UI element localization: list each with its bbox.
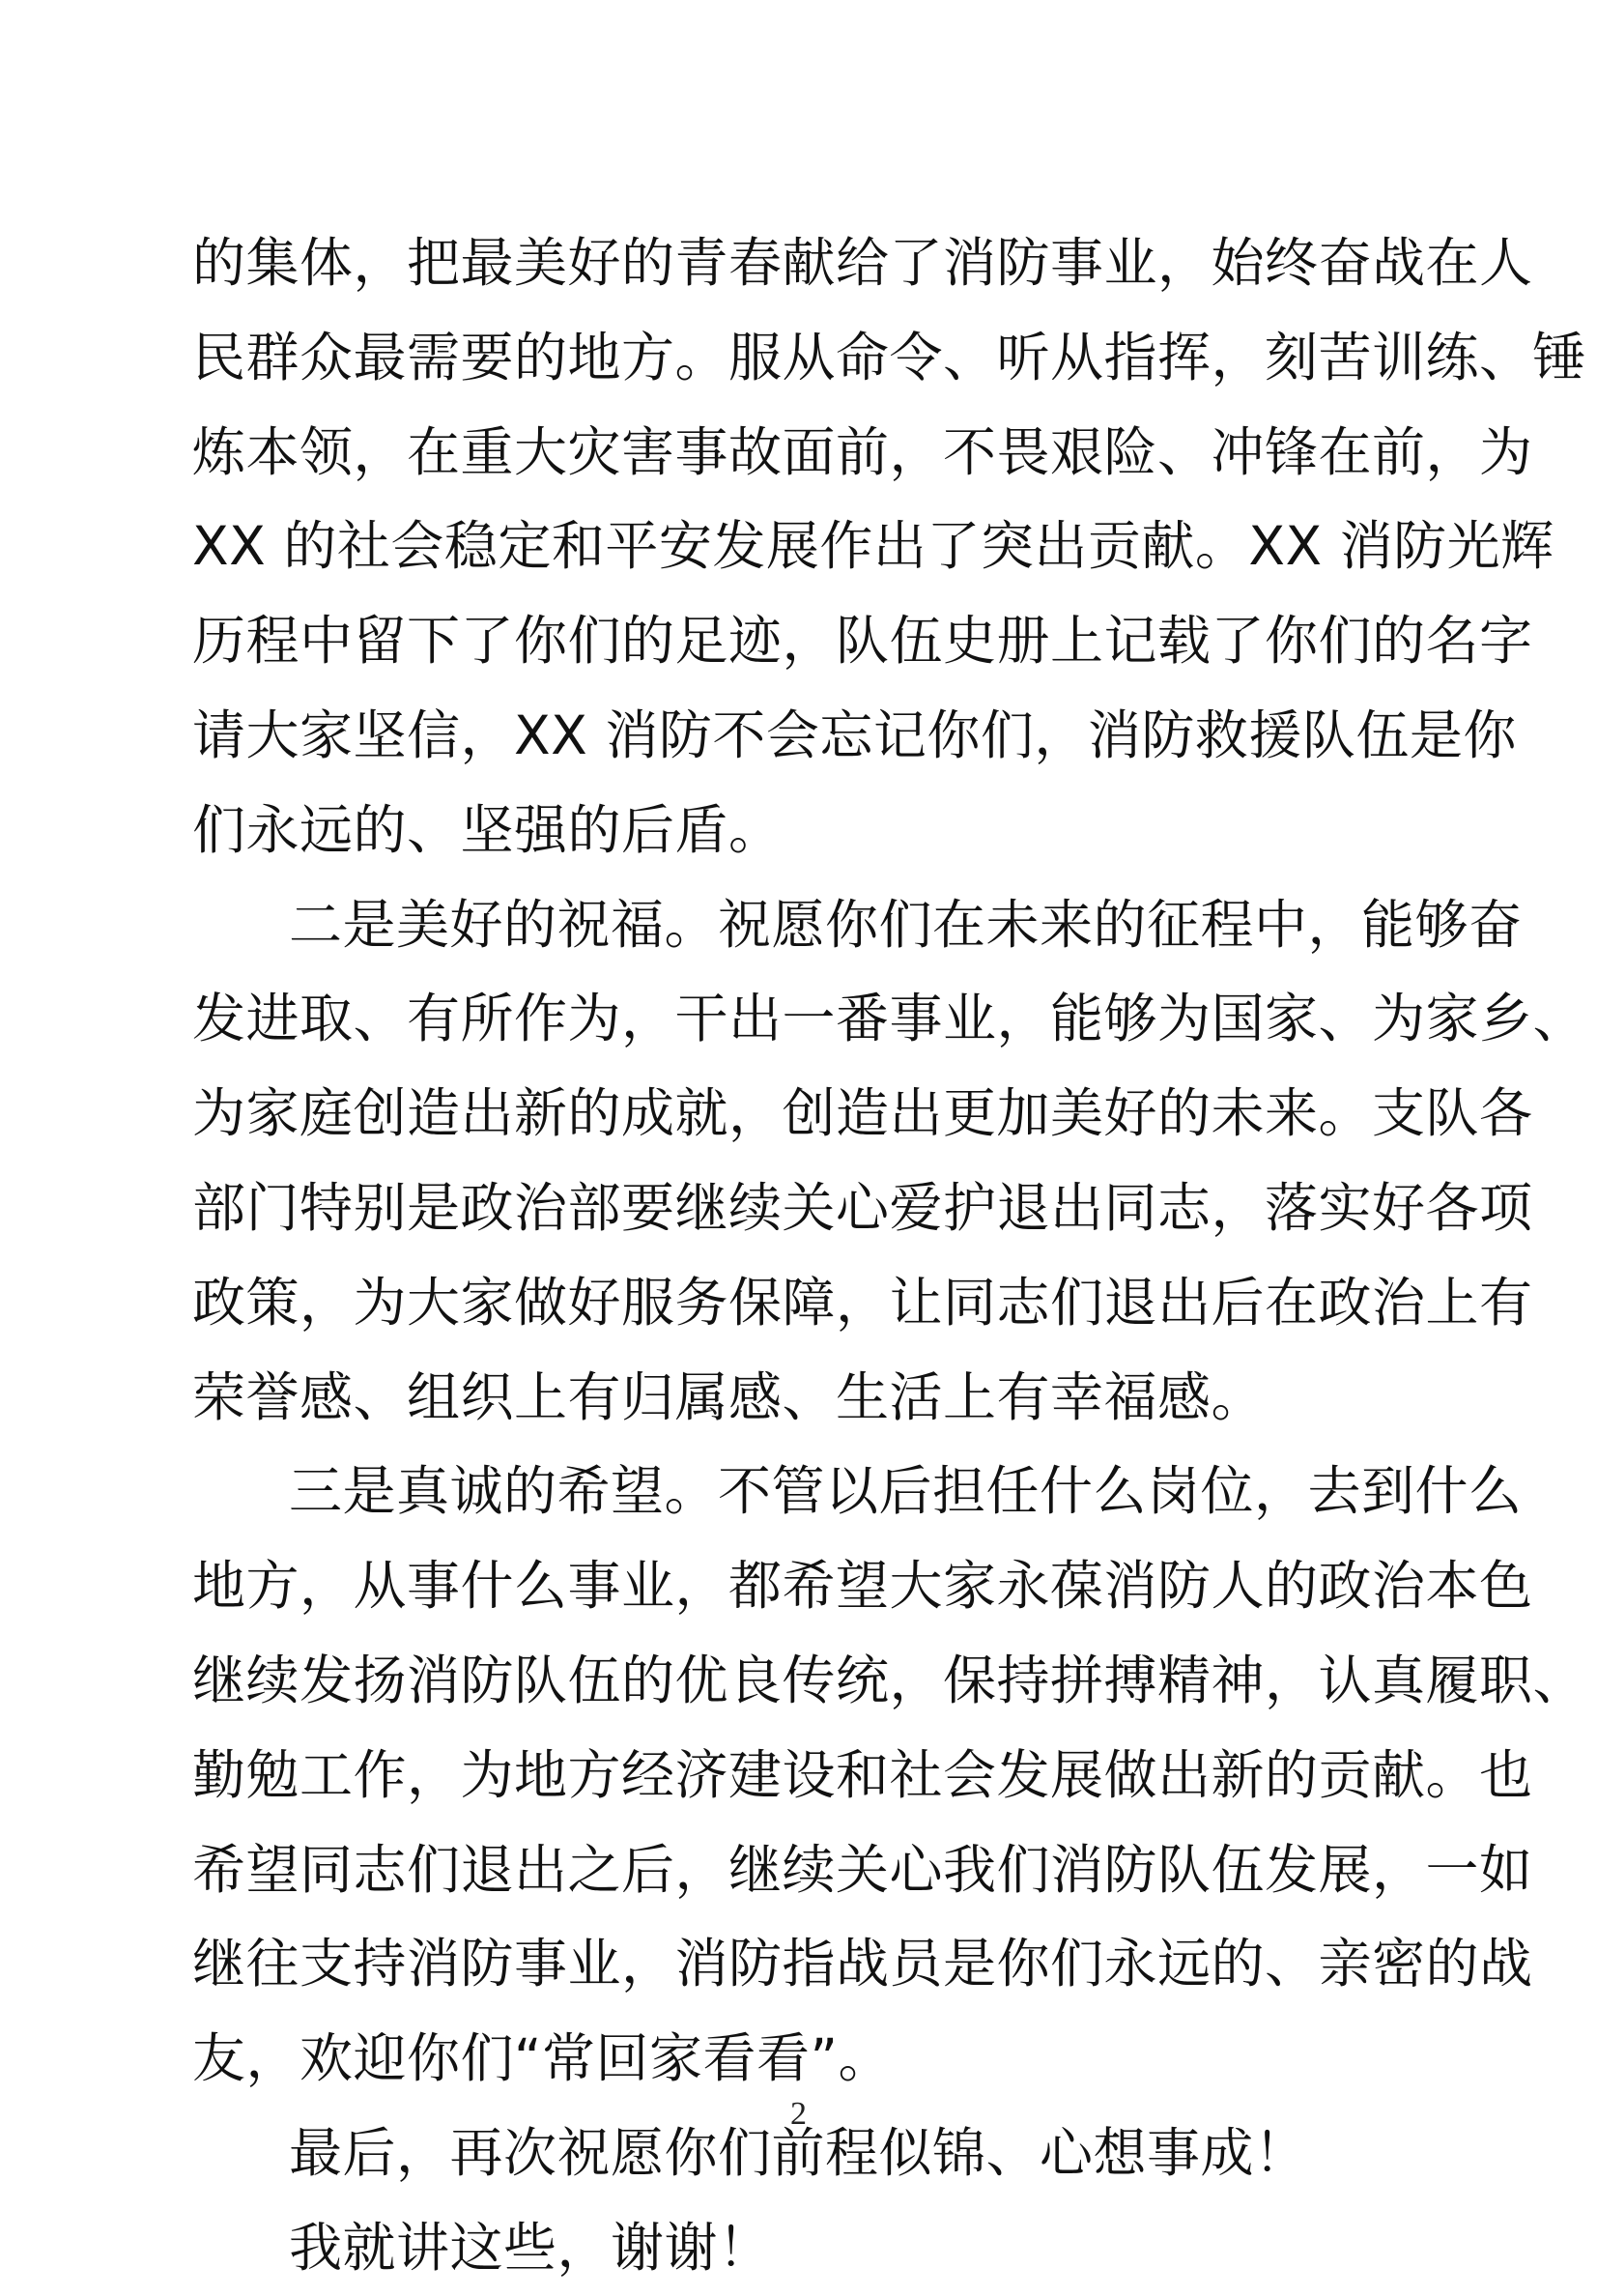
- text-line-20: 友，欢迎你们“常回家看看”。: [192, 2027, 892, 2090]
- text-line-3: 炼本领，在重大灾害事故面前，不畏艰险、冲锋在前，为: [192, 420, 1533, 483]
- text-line-21: 最后，再次祝愿你们前程似锦、心想事成！: [289, 2121, 1308, 2184]
- text-line-15: 地方，从事什么事业，都希望大家永葆消防人的政治本色: [192, 1555, 1533, 1618]
- page-number: 2: [790, 2096, 807, 2132]
- text-line-5: 历程中留下了你们的足迹，队伍史册上记载了你们的名字: [192, 610, 1533, 673]
- text-line-11: 部门特别是政治部要继续关心爱护退出同志，落实好各项: [192, 1176, 1533, 1239]
- text-line-14: 三是真诚的希望。不管以后担任什么岗位，去到什么: [289, 1460, 1523, 1523]
- text-line-7: 们永远的、坚强的后盾。: [192, 798, 783, 861]
- text-line-16: 继续发扬消防队伍的优良传统，保持拼搏精神，认真履职、: [192, 1649, 1587, 1711]
- text-line-18: 希望同志们退出之后，继续关心我们消防队伍发展，一如: [192, 1838, 1533, 1901]
- text-line-2: 民群众最需要的地方。服从命令、听从指挥，刻苦训练、锤: [192, 326, 1587, 388]
- text-line-4: XX 的社会稳定和平安发展作出了突出贡献。XX 消防光辉: [192, 515, 1554, 578]
- body-text: [192, 216, 1587, 2296]
- text-line-6: 请大家坚信，XX 消防不会忘记你们，消防救援队伍是你: [192, 703, 1517, 766]
- text-line-10: 为家庭创造出新的成就，创造出更加美好的未来。支队各: [192, 1082, 1533, 1145]
- text-line-13: 荣誉感、组织上有归属感、生活上有幸福感。: [192, 1365, 1266, 1428]
- text-line-8: 二是美好的祝福。祝愿你们在未来的征程中，能够奋: [289, 893, 1523, 956]
- text-line-9: 发进取、有所作为，干出一番事业，能够为国家、为家乡、: [192, 988, 1587, 1050]
- text-line-1: 的集体，把最美好的青春献给了消防事业，始终奋战在人: [192, 232, 1533, 294]
- text-line-22: 我就讲这些，谢谢！: [289, 2216, 772, 2279]
- text-line-19: 继往支持消防事业，消防指战员是你们永远的、亲密的战: [192, 1933, 1533, 1995]
- text-line-17: 勤勉工作，为地方经济建设和社会发展做出新的贡献。也: [192, 1743, 1533, 1806]
- text-line-12: 政策，为大家做好服务保障，让同志们退出后在政治上有: [192, 1271, 1533, 1334]
